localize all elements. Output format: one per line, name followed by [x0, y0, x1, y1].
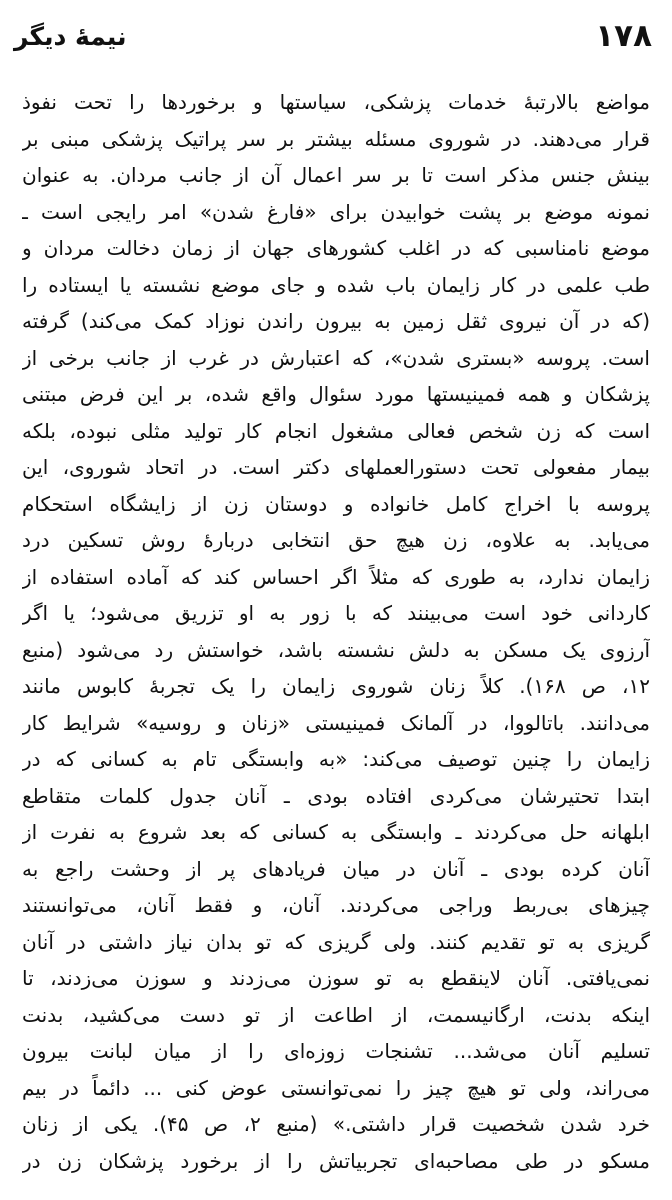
text-line: مواضع بالارتبهٔ خدمات پزشکی، سیاستها و برخوردها را تحت نفوذ [22, 90, 650, 114]
text-line: چیزهای بی‌ربط وراجی می‌کردند. آنان، و فقط آنان، می‌توانستند [22, 893, 650, 917]
text-line: کاردانی خود است می‌بینند که با زور به او تزریق می‌شود؛ یا اگر [22, 601, 650, 625]
text-line: پروسه با اخراج کامل خانواده و دوستان زن از زایشگاه استحکام [22, 491, 650, 516]
text-line: آرزوی یک مسکن به دلش نشسته باشد، خواستش رد می‌شود (منبع [22, 637, 650, 662]
text-line: نمی‌یافتی. آنان لاینقطع به تو سوزن می‌زدند و سوزن می‌زدند، تا [22, 966, 650, 990]
text-line: طب علمی در کار زایمان باب شده و جای موضع نشسته یا ایستاده را [22, 272, 650, 297]
page-number: ۱۷۸ [595, 18, 652, 54]
text-line: زایمان را چنین توصیف می‌کند: «به وابستگی تام به کسانی که در [22, 747, 650, 771]
text-line: ابتدا تحتیرشان می‌کردی افتاده بودی ـ آنان جدول کلمات متقاطع [22, 783, 650, 808]
text-line: خرد شدن شخصیت قرار داشتی.» (منبع ۲، ص ۴۵). یکی از زنان [22, 1112, 650, 1136]
page-header [14, 18, 652, 62]
text-line: گریزی به تو تقدیم کنند. ولی گریزی که تو بدان نیاز داشتی در آنان [22, 929, 650, 954]
text-line: تسلیم آنان می‌شد... تشنجات زوزه‌ای را از میان لبانت بیرون [22, 1039, 650, 1063]
text-line: می‌دانند. باتالووا، در آلمانک فمینیستی «زنان و روسیه» شرایط کار [22, 710, 650, 735]
text-line: است که زن شخص فعالی مشغول انجام کار تولید مثلی نبوده، بلکه [22, 418, 650, 443]
text-line: بینش جنس مذکر است تا بر سر اعمال آن از جانب مردان. به عنوان [22, 163, 650, 187]
body-text [22, 84, 650, 1179]
text-line: بیمار مفعولی تحت دستورالعملهای دکتر است. در اتحاد شوروی، این [22, 455, 650, 479]
text-line: زایمان ندارد، به طوری که مثلاً اگر احساس کند که آماده استفاده از [22, 564, 650, 589]
text-line: پزشکان و همه فمینیستها مورد سئوال واقع شده، بر این فرض مبتنی [22, 382, 650, 406]
text-line: ابلهانه حل می‌کردند ـ وابستگی به کسانی که بعد شروع به نفرت از [22, 820, 650, 844]
running-title: نیمهٔ دیگر [14, 22, 127, 51]
text-line: آنان کرده بودی ـ آنان در میان فریادهای پر از وحشت راجع به [22, 856, 650, 881]
text-line: مسکو در طی مصاحبه‌ای تجربیاتش را از برخورد پزشکان زن در [22, 1148, 650, 1173]
text-line: اینکه بدنت، ارگانیسمت، از اطاعت از تو دست می‌کشید، بدنت [22, 1002, 650, 1027]
text-line: می‌راند، ولی تو هیچ چیز را نمی‌توانستی عوض کنی ... دائماً در بیم [22, 1075, 650, 1100]
text-line: است. پروسه «بستری شدن»، که اعتبارش در غرب از جانب برخی از [22, 345, 650, 370]
text-line: موضع نامناسبی که در اغلب کشورهای جهان از زمان دخالت مردان و [22, 236, 650, 260]
text-line: (که در آن نیروی ثقل زمین به بیرون راندن نوزاد کمک می‌کند) گرفته [22, 309, 650, 333]
text-line: ۱۲، ص ۱۶۸). کلاً زنان شوروی زایمان را یک تجربهٔ کابوس مانند [22, 674, 650, 698]
text-line: می‌یابد. به علاوه، زن هیچ حق انتخابی دربارهٔ روش تسکین درد [22, 528, 650, 552]
text-line: نمونه موضع بر پشت خوابیدن برای «فارغ شدن» امر رایجی است ـ [22, 199, 650, 224]
text-line: قرار می‌دهند. در شوروی مسئله بیشتر بر سر پراتیک پزشکی مبنی بر [22, 126, 650, 151]
